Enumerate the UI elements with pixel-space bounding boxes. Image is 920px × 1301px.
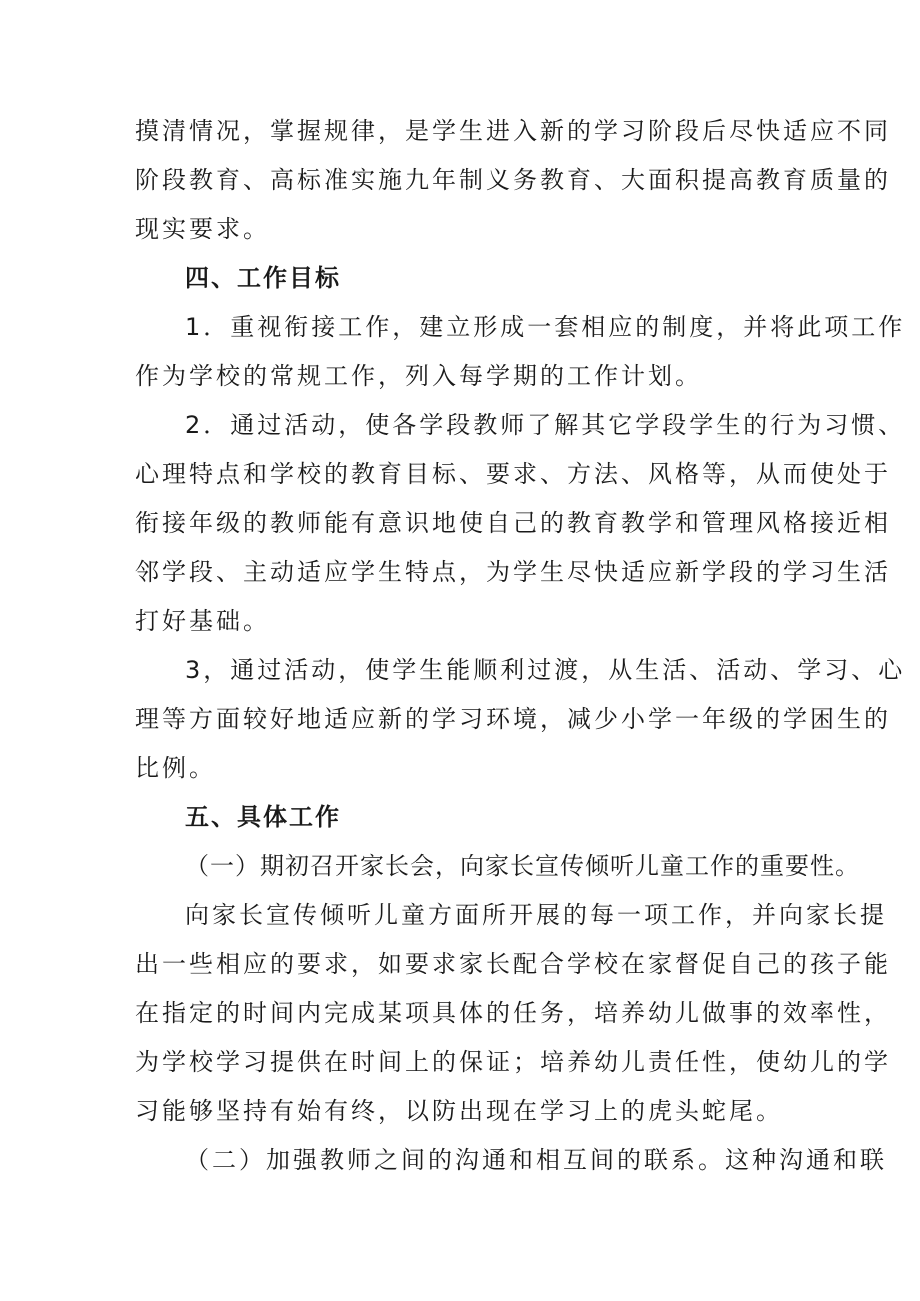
section-heading-goals: 四、工作目标 [185,264,341,292]
paragraph-line: 3，通过活动，使学生能顺利过渡，从生活、活动、学习、心 [185,656,906,684]
paragraph-line: （一）期初召开家长会，向家长宣传倾听儿童工作的重要性。 [185,852,860,880]
paragraph-line: 摸清情况，掌握规律，是学生进入新的学习阶段后尽快适应不同 [135,117,891,145]
paragraph-line: 习能够坚持有始有终，以防出现在学习上的虎头蛇尾。 [135,1097,783,1125]
paragraph-line: 衔接年级的教师能有意识地使自己的教育教学和管理风格接近相 [135,509,891,537]
paragraph-line: 为学校学习提供在时间上的保证；培养幼儿责任性，使幼儿的学 [135,1048,891,1076]
paragraph-line: 出一些相应的要求，如要求家长配合学校在家督促自己的孩子能 [135,950,891,978]
paragraph-line: 邻学段、主动适应学生特点，为学生尽快适应新学段的学习生活 [135,558,891,586]
paragraph-line: 在指定的时间内完成某项具体的任务，培养幼儿做事的效率性， [135,999,891,1027]
paragraph-line: 心理特点和学校的教育目标、要求、方法、风格等，从而使处于 [135,460,891,488]
paragraph-line: 比例。 [135,754,216,782]
section-heading-work: 五、具体工作 [185,803,341,831]
paragraph-line: 现实要求。 [135,215,270,243]
paragraph-line: 打好基础。 [135,607,270,635]
paragraph-line: 理等方面较好地适应新的学习环境，减少小学一年级的学困生的 [135,705,891,733]
paragraph-line: 向家长宣传倾听儿童方面所开展的每一项工作，并向家长提 [185,901,887,929]
paragraph-line: 2．通过活动，使各学段教师了解其它学段学生的行为习惯、 [185,411,906,439]
paragraph-line: 阶段教育、高标准实施九年制义务教育、大面积提高教育质量的 [135,166,891,194]
paragraph-line: （二）加强教师之间的沟通和相互间的联系。这种沟通和联 [185,1146,887,1174]
paragraph-line: 作为学校的常规工作，列入每学期的工作计划。 [135,362,702,390]
paragraph-line: 1．重视衔接工作，建立形成一套相应的制度，并将此项工作 [185,313,906,341]
